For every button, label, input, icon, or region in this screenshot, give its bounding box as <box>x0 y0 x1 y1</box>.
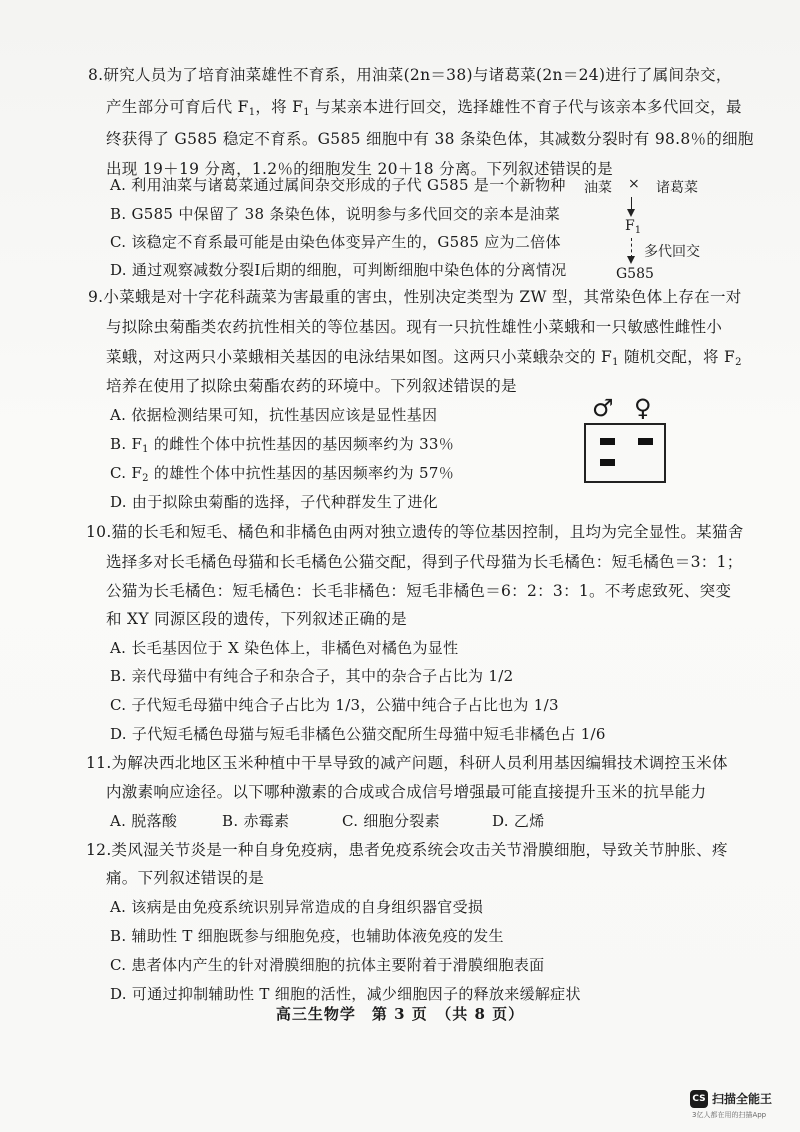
parent-orychophragmus: 诸葛菜 <box>656 180 698 196</box>
q10-option-c: C. 子代短毛母猫中纯合子占比为 1/3，公猫中纯合子占比也为 1/3 <box>110 696 559 714</box>
parent-rapeseed: 油菜 <box>584 180 612 196</box>
q12-option-a: A. 该病是由免疫系统识别异常造成的自身组织器官受损 <box>110 898 484 916</box>
q9-stem-line-4: 培养在使用了拟除虫菊酯农药的环境中。下列叙述错误的是 <box>106 377 517 395</box>
cross-arrowhead <box>627 209 635 217</box>
q8-option-b: B. G585 中保留了 38 条染色体，说明参与多代回交的亲本是油菜 <box>110 205 561 223</box>
q9-option-d: D. 由于拟除虫菊酯的选择，子代种群发生了进化 <box>110 493 438 511</box>
q10-option-d: D. 子代短毛橘色母猫与短毛非橘色公猫交配所生母猫中短毛非橘色占 1/6 <box>110 725 606 743</box>
q10-stem-line-2: 选择多对长毛橘色母猫和长毛橘色公猫交配，得到子代母猫为长毛橘色：短毛橘色＝3：1； <box>106 553 743 571</box>
q10-option-a: A. 长毛基因位于 X 染色体上，非橘色对橘色为显性 <box>110 639 459 657</box>
q10-stem-line-3: 公猫为长毛橘色：短毛橘色：长毛非橘色：短毛非橘色＝6：2：3：1。不考虑致死、突变 <box>106 582 732 600</box>
q9-stem-line-2: 与拟除虫菊酯类农药抗性相关的等位基因。现有一只抗性雄性小菜蛾和一只敏感性雌性小 <box>106 318 723 336</box>
backcross-arrowhead <box>627 256 635 264</box>
band-male-lower <box>600 459 615 466</box>
q8-stem-line-3: 终获得了 G585 稳定不育系。G585 细胞中有 38 条染色体，其减数分裂时有 98.8％的细胞 <box>106 130 754 148</box>
q8-stem-line-1: 8.研究人员为了培育油菜雄性不育系，用油菜(2n＝38)与诸葛菜(2n＝24)进行了属间杂交， <box>88 66 732 84</box>
q9-stem-line-1: 9.小菜蛾是对十字花科蔬菜为害最重的害虫，性别决定类型为 ZW 型，其常染色体上存在一对 <box>88 288 742 306</box>
q10-stem-line-4: 和 XY 同源区段的遗传，下列叙述正确的是 <box>106 610 407 628</box>
q8-option-d: D. 通过观察减数分裂Ⅰ后期的细胞，可判断细胞中染色体的分离情况 <box>110 261 567 279</box>
band-male-upper <box>600 438 615 445</box>
female-symbol: ♀ <box>634 394 652 422</box>
watermark-app-name: 扫描全能王 <box>712 1092 773 1106</box>
q9-option-b: B. $F_1$ 的雌性个体中抗性基因的基因频率约为 33％ <box>110 435 455 455</box>
q12-option-d: D. 可通过抑制辅助性 T 细胞的活性，减少细胞因子的释放来缓解症状 <box>110 985 581 1003</box>
q11-stem-line-2: 内激素响应途径。以下哪种激素的合成或合成信号增强最可能直接提升玉米的抗旱能力 <box>106 783 707 801</box>
backcross-label: 多代回交 <box>644 244 700 260</box>
result-g585: G585 <box>616 266 654 282</box>
q10-stem-line-1: 10.猫的长毛和短毛、橘色和非橘色由两对独立遗传的等位基因控制，且均为完全显性。某猫舍 <box>86 523 744 541</box>
q8-option-a: A. 利用油菜与诸葛菜通过属间杂交形成的子代 G585 是一个新物种 <box>110 176 566 194</box>
gel-frame <box>584 423 666 483</box>
q12-option-c: C. 患者体内产生的针对滑膜细胞的抗体主要附着于滑膜细胞表面 <box>110 956 545 974</box>
q10-option-b: B. 亲代母猫中有纯合子和杂合子，其中的杂合子占比为 1/2 <box>110 667 514 685</box>
watermark-tagline: 3亿人都在用的扫描App <box>692 1111 767 1119</box>
male-symbol: ♂ <box>592 394 614 422</box>
q8-stem-line-4: 出现 19＋19 分离，1.2％的细胞发生 20＋18 分离。下列叙述错误的是 <box>106 160 613 178</box>
page-footer: 高三生物学 第 3 页 （共 8 页） <box>275 1005 525 1023</box>
camscanner-logo-icon: CS <box>690 1090 708 1108</box>
backcross-arrow-line <box>631 238 632 258</box>
q11-option-a: A. 脱落酸 <box>110 812 178 830</box>
q9-option-a: A. 依据检测结果可知，抗性基因应该是显性基因 <box>110 406 438 424</box>
q12-stem-line-1: 12.类风湿关节炎是一种自身免疫病，患者免疫系统会攻击关节滑膜细胞，导致关节肿胀、疼 <box>86 841 728 859</box>
q11-option-d: D. 乙烯 <box>492 812 545 830</box>
q8-stem-line-2: 产生部分可育后代 $F_1$，将 $F_1$ 与某亲本进行回交，选择雄性不育子代与该亲本多代回交，最 <box>106 98 742 118</box>
q9-stem-line-3: 菜蛾，对这两只小菜蛾相关基因的电泳结果如图。这两只小菜蛾杂交的 $F_1$ 随机交配，将 $F_2$ <box>106 348 742 368</box>
q11-option-c: C. 细胞分裂素 <box>342 812 440 830</box>
f1-label: $F_1$ <box>625 218 642 236</box>
q8-option-c: C. 该稳定不育系最可能是由染色体变异产生的，G585 应为二倍体 <box>110 233 561 251</box>
q9-option-c: C. $F_2$ 的雄性个体中抗性基因的基因频率约为 57％ <box>110 464 454 484</box>
q11-option-b: B. 赤霉素 <box>222 812 290 830</box>
q12-stem-line-2: 痛。下列叙述错误的是 <box>106 869 265 887</box>
scanner-watermark <box>690 1090 800 1132</box>
q11-stem-line-1: 11.为解决西北地区玉米种植中干旱导致的减产问题，科研人员利用基因编辑技术调控玉米体 <box>86 754 728 772</box>
band-female-upper <box>638 438 653 445</box>
cross-symbol: × <box>628 176 640 192</box>
q12-option-b: B. 辅助性 T 细胞既参与细胞免疫，也辅助体液免疫的发生 <box>110 927 504 945</box>
